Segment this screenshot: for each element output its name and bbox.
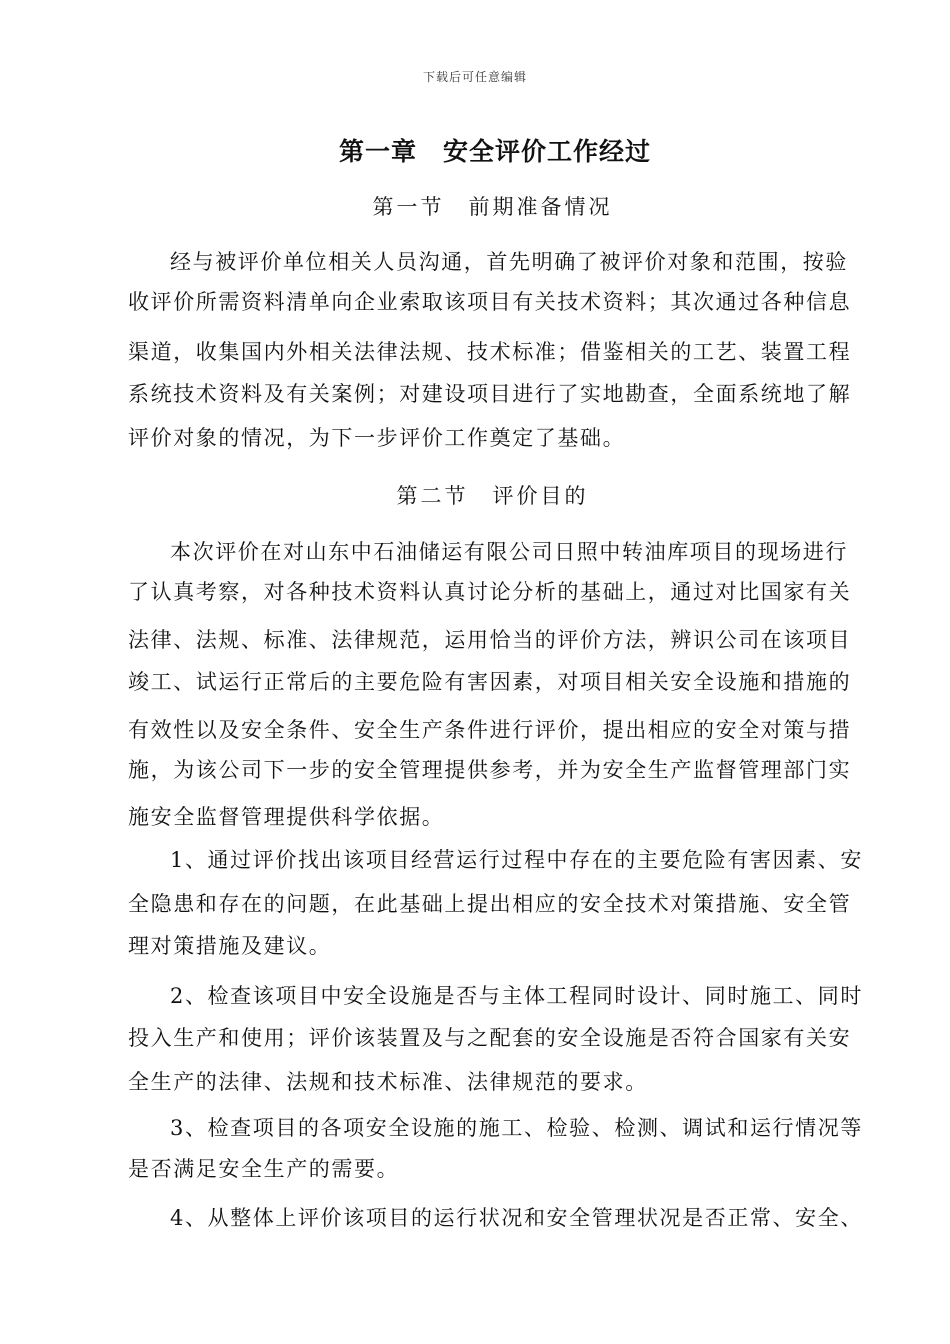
paragraph-line: 1、通过评价找出该项目经营运行过程中存在的主要危险有害因素、安 — [170, 848, 863, 872]
paragraph-line: 经与被评价单位相关人员沟通，首先明确了被评价对象和范围，按验 — [170, 250, 848, 274]
paragraph-line: 竣工、试运行正常后的主要危险有害因素，对项目相关安全设施和措施的 — [128, 670, 852, 694]
paragraph-line: 系统技术资料及有关案例；对建设项目进行了实地勘查，全面系统地了解 — [128, 382, 852, 406]
paragraph-line: 4、从整体上评价该项目的运行状况和安全管理状况是否正常、安全、 — [170, 1206, 863, 1230]
section-title: 第二节 评价目的 — [396, 484, 589, 508]
paragraph-line: 全隐患和存在的问题，在此基础上提出相应的安全技术对策措施、安全管 — [128, 892, 852, 916]
paragraph-line: 3、检查项目的各项安全设施的施工、检验、检测、调试和运行情况等 — [170, 1116, 863, 1140]
header-note: 下载后可任意编辑 — [422, 70, 527, 84]
paragraph-line: 收评价所需资料清单向企业索取该项目有关技术资料；其次通过各种信息 — [128, 290, 852, 314]
paragraph-line: 了认真考察，对各种技术资料认真讨论分析的基础上，通过对比国家有关 — [128, 580, 852, 604]
paragraph-line: 有效性以及安全条件、安全生产条件进行评价，提出相应的安全对策与措 — [128, 718, 852, 742]
paragraph-line: 是否满足安全生产的需要。 — [128, 1157, 400, 1181]
paragraph-line: 渠道，收集国内外相关法律法规、技术标准；借鉴相关的工艺、装置工程 — [128, 340, 852, 364]
paragraph-line: 全生产的法律、法规和技术标准、法律规范的要求。 — [128, 1070, 648, 1094]
section-title: 第一节 前期准备情况 — [372, 195, 613, 219]
paragraph-line: 施，为该公司下一步的安全管理提供参考，并为安全生产监督管理部门实 — [128, 758, 852, 782]
paragraph-line: 本次评价在对山东中石油储运有限公司日照中转油库项目的现场进行 — [170, 540, 848, 564]
paragraph-line: 施安全监督管理提供科学依据。 — [128, 805, 445, 829]
paragraph-line: 投入生产和使用；评价该装置及与之配套的安全设施是否符合国家有关安 — [128, 1026, 852, 1050]
paragraph-line: 理对策措施及建议。 — [128, 934, 332, 958]
paragraph-line: 法律、法规、标准、法律规范，运用恰当的评价方法，辨识公司在该项目 — [128, 628, 852, 652]
chapter-title: 第一章 安全评价工作经过 — [338, 137, 651, 166]
paragraph-line: 评价对象的情况，为下一步评价工作奠定了基础。 — [128, 426, 626, 450]
paragraph-line: 2、检查该项目中安全设施是否与主体工程同时设计、同时施工、同时 — [170, 984, 863, 1008]
